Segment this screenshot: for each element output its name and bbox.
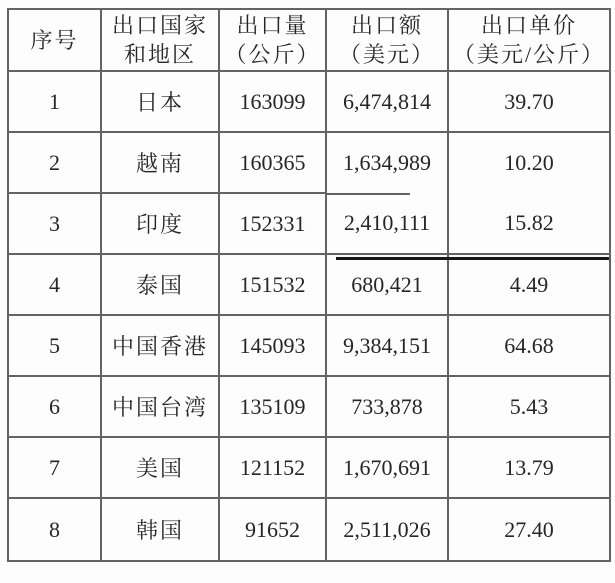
cell-amount: 6,474,814	[326, 71, 448, 132]
cell-volume: 135109	[219, 376, 326, 437]
header-line: 出口额	[350, 13, 423, 38]
cell-country: 越南	[101, 132, 219, 193]
cell-amount: 1,670,691	[326, 437, 448, 498]
cell-unit-price: 10.20	[448, 132, 610, 193]
cell-index: 4	[8, 254, 101, 315]
cell-index: 7	[8, 437, 101, 498]
header-row	[8, 9, 610, 71]
table-row	[8, 254, 610, 315]
table-row	[8, 132, 610, 193]
table-row	[8, 71, 610, 132]
cell-unit-price: 64.68	[448, 315, 610, 376]
cell-volume: 91652	[219, 498, 326, 561]
cell-volume: 163099	[219, 71, 326, 132]
cell-volume: 121152	[219, 437, 326, 498]
cell-amount: 1,634,989	[326, 132, 448, 193]
cell-amount: 9,384,151	[326, 315, 448, 376]
cell-country: 中国香港	[101, 315, 219, 376]
column-header-amount	[326, 9, 448, 71]
table-row	[8, 498, 610, 561]
scan-artifact-line	[336, 257, 609, 260]
column-header-country	[101, 9, 219, 71]
cell-unit-price: 13.79	[448, 437, 610, 498]
column-header-index	[8, 9, 101, 71]
header-line: 出口单价	[480, 13, 577, 38]
cell-index: 2	[8, 132, 101, 193]
cell-unit-price: 39.70	[448, 71, 610, 132]
cell-index: 5	[8, 315, 101, 376]
cell-country: 印度	[101, 193, 219, 254]
export-statistics-table	[7, 8, 611, 562]
table-row	[8, 193, 610, 254]
cell-amount: 680,421	[326, 254, 448, 315]
cell-index: 8	[8, 498, 101, 561]
header-line: 和地区	[123, 42, 196, 67]
header-line: （美元/公斤）	[452, 42, 606, 67]
cell-unit-price: 15.82	[448, 193, 610, 254]
table-row	[8, 376, 610, 437]
cell-volume: 160365	[219, 132, 326, 193]
cell-country: 韩国	[101, 498, 219, 561]
cell-index: 1	[8, 71, 101, 132]
table-row	[8, 437, 610, 498]
table-row	[8, 315, 610, 376]
cell-unit-price: 4.49	[448, 254, 610, 315]
cell-unit-price: 5.43	[448, 376, 610, 437]
cell-index: 6	[8, 376, 101, 437]
header-line: 出口量	[236, 13, 309, 38]
cell-volume: 152331	[219, 193, 326, 254]
cell-country: 中国台湾	[101, 376, 219, 437]
cell-volume: 145093	[219, 315, 326, 376]
cell-amount: 733,878	[326, 376, 448, 437]
cell-country: 日本	[101, 71, 219, 132]
cell-amount: 2,410,111	[326, 193, 448, 254]
header-line: 序号	[30, 27, 79, 53]
cell-unit-price: 27.40	[448, 498, 610, 561]
column-header-unit-price	[448, 9, 610, 71]
header-line: （美元）	[338, 42, 435, 67]
cell-volume: 151532	[219, 254, 326, 315]
cell-amount: 2,511,026	[326, 498, 448, 561]
cell-country: 泰国	[101, 254, 219, 315]
cell-index: 3	[8, 193, 101, 254]
header-line: （公斤）	[224, 42, 321, 67]
header-line: 出口国家	[111, 13, 208, 38]
cell-country: 美国	[101, 437, 219, 498]
column-header-volume	[219, 9, 326, 71]
